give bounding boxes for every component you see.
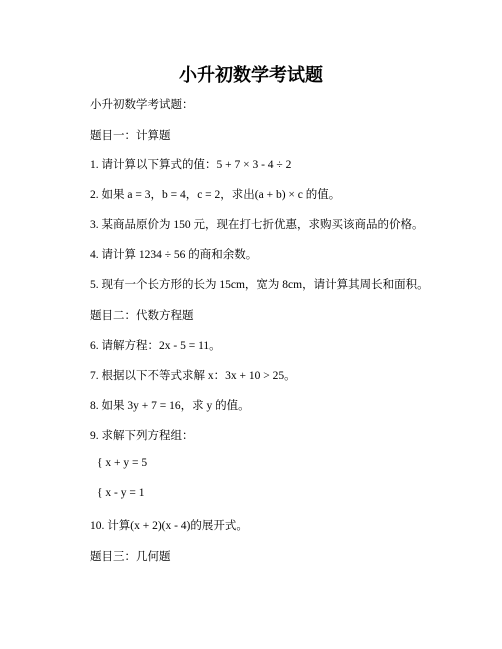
question-6: 6. 请解方程：2x - 5 = 11。	[90, 340, 221, 352]
section-heading-3: 题目三：几何题	[90, 551, 171, 563]
question-2: 2. 如果 a = 3，b = 4，c = 2，求出(a + b) × c 的值。	[90, 189, 341, 201]
question-5: 5. 现有一个长方形的长为 15cm，宽为 8cm，请计算其周长和面积。	[90, 279, 429, 291]
question-1: 1. 请计算以下算式的值：5 + 7 × 3 - 4 ÷ 2	[90, 159, 292, 171]
question-4: 4. 请计算 1234 ÷ 56 的商和余数。	[90, 249, 258, 261]
section-heading-2: 题目二：代数方程题	[90, 310, 194, 322]
document-title: 小升初数学考试题	[179, 65, 323, 85]
equation-line-2: { x - y = 1	[97, 487, 145, 499]
question-7: 7. 根据以下不等式求解 x：3x + 10 > 25。	[90, 370, 296, 382]
question-9: 9. 求解下列方程组：	[90, 430, 194, 442]
question-8: 8. 如果 3y + 7 = 16，求 y 的值。	[90, 400, 250, 412]
section-heading-1: 题目一：计算题	[90, 130, 171, 142]
equation-line-1: { x + y = 5	[97, 457, 148, 469]
question-3: 3. 某商品原价为 150 元，现在打七折优惠，求购买该商品的价格。	[90, 219, 424, 231]
intro-line: 小升初数学考试题：	[90, 99, 194, 111]
question-10: 10. 计算(x + 2)(x - 4)的展开式。	[90, 520, 248, 532]
